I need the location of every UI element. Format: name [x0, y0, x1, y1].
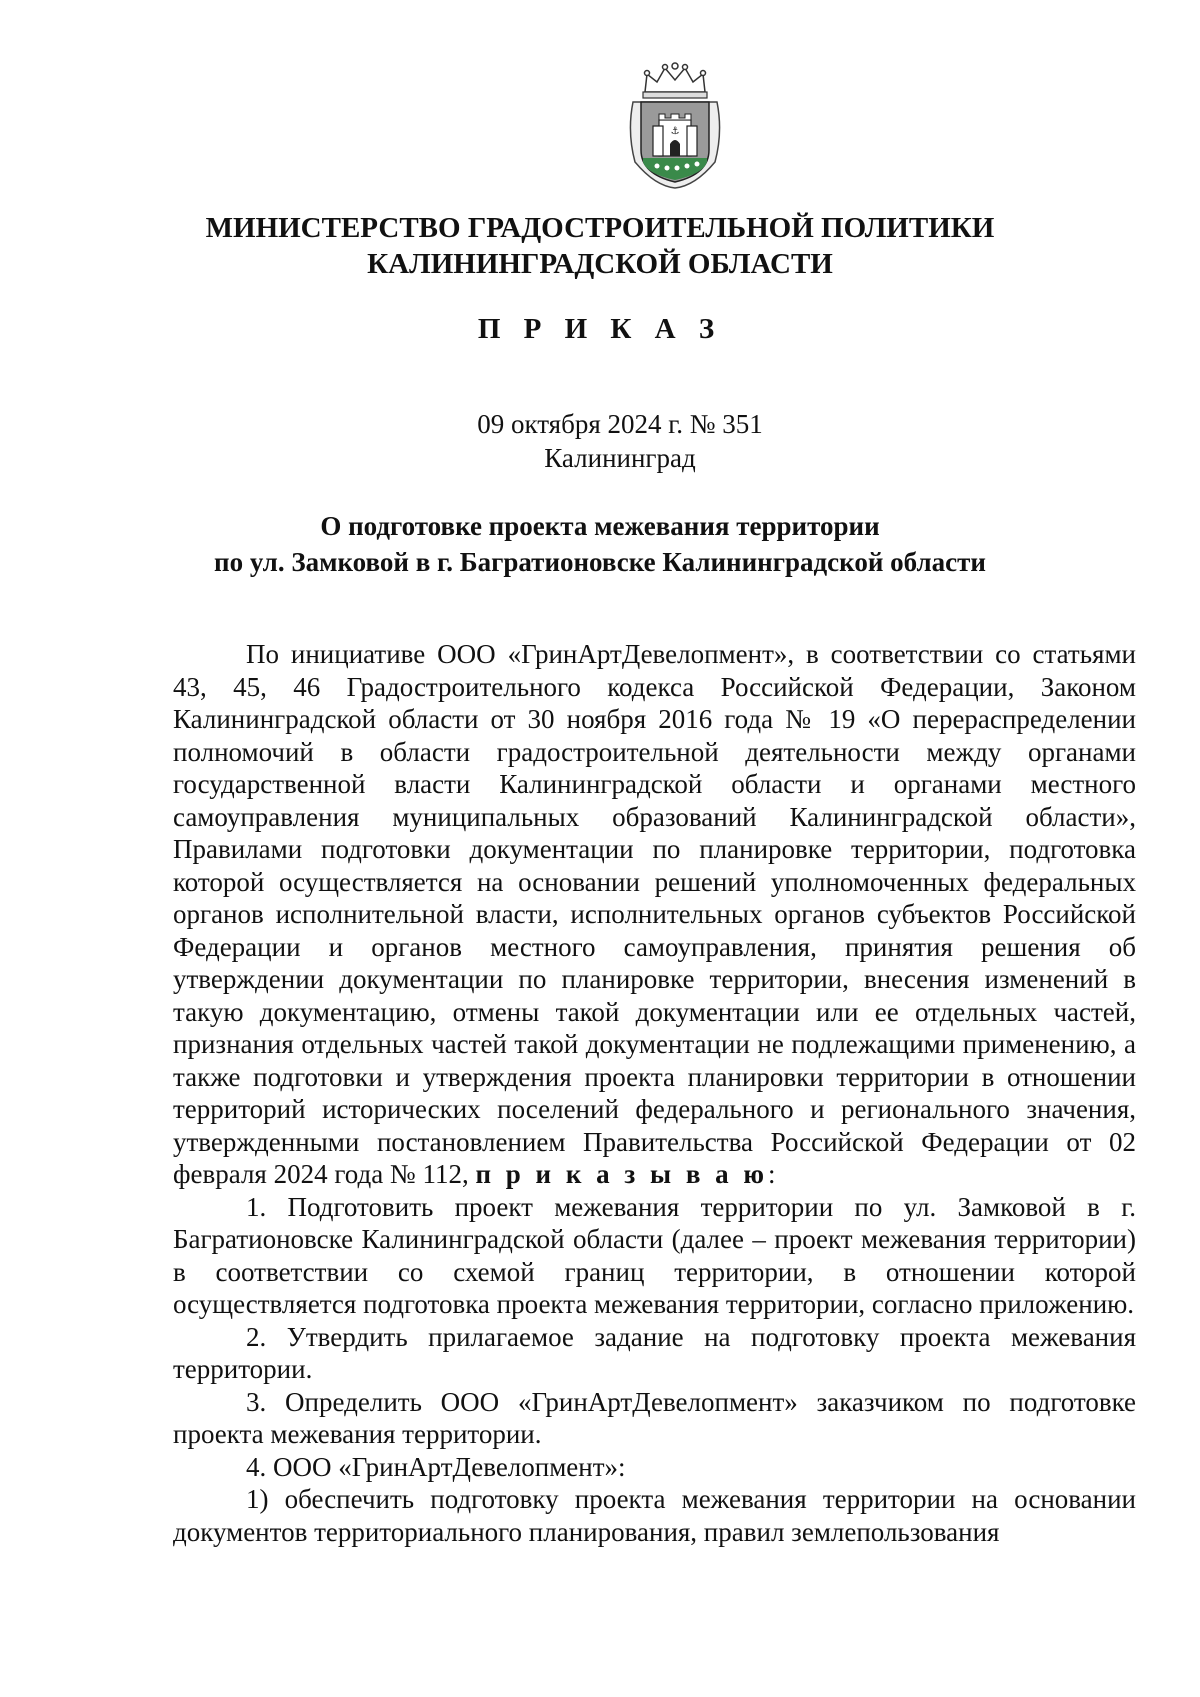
- date-number: 09 октября 2024 г. № 351: [477, 409, 763, 439]
- order-colon: :: [768, 1159, 776, 1189]
- order-word: п р и к а з ы в а ю: [475, 1159, 769, 1189]
- ministry-title: [0, 210, 1200, 282]
- city: Калининград: [544, 443, 696, 473]
- coat-of-arms-icon: [625, 62, 725, 190]
- order-item-1: 1. Подготовить проект межевания территории по ул. Замковой в г. Багратионовске Калининградской области (далее – проект межевания территории) в соответствии со схемой границ территории, в отношении которой осуществляется подготовка проекта межевания территории, согласно приложению.: [173, 1191, 1136, 1319]
- svg-text:⚓: ⚓: [670, 126, 680, 137]
- order-item-4: 4. ООО «ГринАртДевелопмент»:: [246, 1451, 626, 1482]
- subject-line2: по ул. Замковой в г. Багратионовске Калининградской области: [214, 547, 986, 577]
- order-item-2: 2. Утвердить прилагаемое задание на подготовку проекта межевания территории.: [173, 1321, 1136, 1384]
- document-type: П Р И К А З: [477, 313, 723, 345]
- ministry-title-line2: КАЛИНИНГРАДСКОЙ ОБЛАСТИ: [367, 248, 833, 280]
- ministry-title-line1: МИНИСТЕРСТВО ГРАДОСТРОИТЕЛЬНОЙ ПОЛИТИКИ: [205, 212, 995, 244]
- order-item-4-1: 1) обеспечить подготовку проекта межевания территории на основании документов территориального планирования, правил землепользования: [173, 1484, 1136, 1547]
- order-body: [173, 638, 1136, 1548]
- preamble-text: По инициативе ООО «ГринАртДевелопмент», в соответствии со статьями 43, 45, 46 Градостроительного кодекса Российской Федерации, Законом Калининградской области от 30 ноября 2016 года № 19 «О перераспределении полномочий в области градостроительной деятельности между органами государственной власти Калининградской области и органами местного самоуправления муниципальных образований Калининградской области», Правилами подготовки документации по планировке территории, подготовка которой осуществляется на основании решений уполномоченных федеральных органов исполнительной власти, исполнительных органов субъектов Российской Федерации и органов местного самоуправления, принятия решения об утверждении документации по планировке территории, внесения изменений в такую документацию, отмены такой документации или ее отдельных частей, признания отдельных частей такой документации не подлежащими применению, а также подготовки и утверждения проекта планировки территории в отношении территорий исторических поселений федерального и регионального значения, утвержденными постановлением Правительства Российской Федерации от 02 февраля 2024 года № 112,: [173, 639, 1136, 1189]
- order-subject: [0, 508, 1200, 580]
- subject-line1: О подготовке проекта межевания территории: [320, 511, 880, 541]
- order-item-3: 3. Определить ООО «ГринАртДевелопмент» заказчиком по подготовке проекта межевания территории.: [173, 1386, 1136, 1449]
- preamble-paragraph: [173, 638, 1136, 1191]
